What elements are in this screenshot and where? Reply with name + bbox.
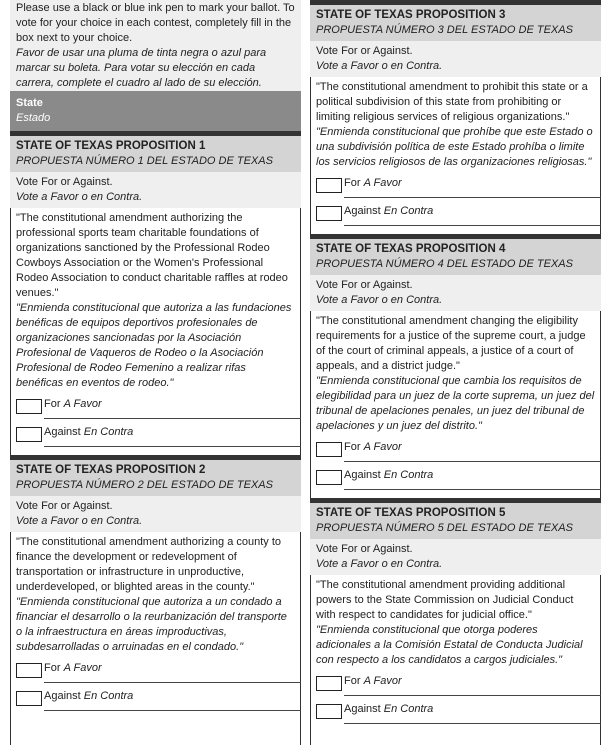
option-against-label-spanish: En Contra <box>83 690 134 702</box>
proposition-text <box>310 575 601 670</box>
section-header-state <box>10 91 301 131</box>
vote-for-instruction <box>10 172 301 208</box>
contest-proposition-4 <box>310 234 601 498</box>
option-underline <box>344 489 601 490</box>
contest-proposition-1 <box>10 131 301 455</box>
option-against[interactable] <box>310 698 601 726</box>
proposition-text-english: "The constitutional amendment to prohibit this state or a political subdivision of this state from prohibiting or limiting religious services of religious organizations." <box>316 81 588 123</box>
option-against-label-spanish: En Contra <box>383 205 434 217</box>
option-for-label-spanish: A Favor <box>363 441 402 453</box>
vote-for-instruction <box>310 275 601 311</box>
contest-title-spanish: PROPUESTA NÚMERO 4 DEL ESTADO DE TEXAS <box>316 258 573 270</box>
vote-checkbox[interactable] <box>16 663 42 678</box>
vote-checkbox[interactable] <box>316 206 342 221</box>
option-for[interactable] <box>10 657 301 685</box>
option-underline <box>344 197 601 198</box>
proposition-text <box>10 532 301 657</box>
contest-title <box>10 460 301 496</box>
contest-title <box>310 239 601 275</box>
vote-checkbox[interactable] <box>316 178 342 193</box>
contest-proposition-5 <box>310 498 601 726</box>
option-against[interactable] <box>310 464 601 492</box>
proposition-text <box>310 77 601 172</box>
instructions-english: Please use a black or blue ink pen to mark your ballot. To vote for your choice in each contest, completely fill in the box next to your choice. <box>16 2 295 44</box>
left-column <box>10 0 301 713</box>
proposition-text-spanish: "Enmienda constitucional que autoriza a un condado a financiar el desarrollo o la reurbanización del transporte o la infraestructura en áreas improductivas, subdesarrolladas o arruinadas en el condado." <box>16 596 287 653</box>
option-for-label: For <box>344 675 361 687</box>
vote-checkbox[interactable] <box>316 676 342 691</box>
proposition-text-english: "The constitutional amendment authorizing a county to finance the development or redevelopment of transportation or infrastructure in unproductive, underdeveloped, or blighted areas in the county." <box>16 536 282 593</box>
contest-title-english: STATE OF TEXAS PROPOSITION 4 <box>316 243 506 255</box>
vote-for-instruction <box>10 496 301 532</box>
section-title-spanish: Estado <box>16 112 51 124</box>
vote-for-english: Vote For or Against. <box>316 45 413 57</box>
section-title-english: State <box>16 97 43 109</box>
vote-for-spanish: Vote a Favor o en Contra. <box>16 191 143 203</box>
option-for-label: For <box>344 177 361 189</box>
contest-title-spanish: PROPUESTA NÚMERO 3 DEL ESTADO DE TEXAS <box>316 24 573 36</box>
vote-for-spanish: Vote a Favor o en Contra. <box>316 558 443 570</box>
vote-checkbox[interactable] <box>316 470 342 485</box>
option-underline <box>344 695 601 696</box>
option-for-label: For <box>344 441 361 453</box>
instructions-spanish: Favor de usar una pluma de tinta negra o azul para marcar su boleta. Para votar su elección en cada carrera, complete el cuadro al lado de su elección. <box>16 47 267 89</box>
vote-for-english: Vote For or Against. <box>16 500 113 512</box>
option-underline <box>44 418 301 419</box>
contest-title-english: STATE OF TEXAS PROPOSITION 2 <box>16 464 206 476</box>
vote-for-english: Vote For or Against. <box>316 279 413 291</box>
contest-title <box>310 503 601 539</box>
vote-checkbox[interactable] <box>16 427 42 442</box>
option-for-label-spanish: A Favor <box>363 675 402 687</box>
option-for[interactable] <box>10 393 301 421</box>
vote-for-spanish: Vote a Favor o en Contra. <box>16 515 143 527</box>
option-underline <box>44 446 301 447</box>
option-for-label-spanish: A Favor <box>363 177 402 189</box>
option-for[interactable] <box>310 670 601 698</box>
option-underline <box>44 682 301 683</box>
vote-for-english: Vote For or Against. <box>316 543 413 555</box>
option-underline <box>344 461 601 462</box>
contest-title-english: STATE OF TEXAS PROPOSITION 3 <box>316 9 506 21</box>
vote-for-spanish: Vote a Favor o en Contra. <box>316 60 443 72</box>
option-for[interactable] <box>310 436 601 464</box>
option-against[interactable] <box>10 421 301 449</box>
proposition-text-spanish: "Enmienda constitucional que autoriza a las fundaciones benéficas de equipos deportivos profesionales de organizaciones sancionadas por la Asociación Profesional de Vaqueros de Rodeo o la Asociación Profesional de Rodeo Femenino a realizar rifas benéficas en eventos de rodeo." <box>16 302 292 389</box>
contest-title-spanish: PROPUESTA NÚMERO 5 DEL ESTADO DE TEXAS <box>316 522 573 534</box>
vote-checkbox[interactable] <box>316 704 342 719</box>
contest-proposition-2 <box>10 455 301 713</box>
option-against-label: Against <box>44 426 81 438</box>
option-for-label: For <box>44 398 61 410</box>
proposition-text-english: "The constitutional amendment providing additional powers to the State Commission on Judicial Conduct with respect to candidates for judicial office." <box>316 579 574 621</box>
option-against-label: Against <box>344 205 381 217</box>
option-for-label-spanish: A Favor <box>63 662 102 674</box>
option-underline <box>44 710 301 711</box>
contest-title <box>10 136 301 172</box>
right-column <box>310 0 601 726</box>
proposition-text-spanish: "Enmienda constitucional que cambia los requisitos de elegibilidad para un juez de la corte suprema, un juez del tribunal de apelaciones penales, un juez del tribunal de apelaciones y un juez del distrito." <box>316 375 595 432</box>
option-against-label-spanish: En Contra <box>383 703 434 715</box>
vote-checkbox[interactable] <box>316 442 342 457</box>
proposition-text <box>10 208 301 393</box>
option-against-label: Against <box>344 703 381 715</box>
contest-title-english: STATE OF TEXAS PROPOSITION 1 <box>16 140 206 152</box>
option-for-label-spanish: A Favor <box>63 398 102 410</box>
contest-proposition-3 <box>310 0 601 234</box>
ballot-instructions <box>10 0 301 91</box>
option-against-label: Against <box>344 469 381 481</box>
contest-title-english: STATE OF TEXAS PROPOSITION 5 <box>316 507 506 519</box>
option-against[interactable] <box>10 685 301 713</box>
option-underline <box>344 723 601 724</box>
option-for[interactable] <box>310 172 601 200</box>
contest-title-spanish: PROPUESTA NÚMERO 2 DEL ESTADO DE TEXAS <box>16 479 273 491</box>
contest-title <box>310 5 601 41</box>
proposition-text-spanish: "Enmienda constitucional que prohíbe que este Estado o una subdivisión política de este Estado prohíba o limite los servicios religiosos de las organizaciones religiosas." <box>316 126 593 168</box>
option-against-label: Against <box>44 690 81 702</box>
option-against-label-spanish: En Contra <box>383 469 434 481</box>
option-against-label-spanish: En Contra <box>83 426 134 438</box>
vote-for-english: Vote For or Against. <box>16 176 113 188</box>
proposition-text <box>310 311 601 436</box>
vote-for-instruction <box>310 539 601 575</box>
vote-checkbox[interactable] <box>16 399 42 414</box>
proposition-text-english: "The constitutional amendment authorizing the professional sports team charitable foundations of organizations sanctioned by the Professional Rodeo Cowboys Association or the Women's Professional Rodeo Association to conduct charitable raffles at rodeo venues." <box>16 212 288 299</box>
option-underline <box>344 225 601 226</box>
contest-title-spanish: PROPUESTA NÚMERO 1 DEL ESTADO DE TEXAS <box>16 155 273 167</box>
proposition-text-english: "The constitutional amendment changing the eligibility requirements for a justice of the supreme court, a judge of the court of criminal appeals, a justice of a court of appeals, and a district judge." <box>316 315 586 372</box>
vote-for-instruction <box>310 41 601 77</box>
option-against[interactable] <box>310 200 601 228</box>
vote-for-spanish: Vote a Favor o en Contra. <box>316 294 443 306</box>
vote-checkbox[interactable] <box>16 691 42 706</box>
proposition-text-spanish: "Enmienda constitucional que otorga poderes adicionales a la Comisión Estatal de Conducta Judicial con respecto a los candidatos a cargos judiciales." <box>316 624 583 666</box>
option-for-label: For <box>44 662 61 674</box>
